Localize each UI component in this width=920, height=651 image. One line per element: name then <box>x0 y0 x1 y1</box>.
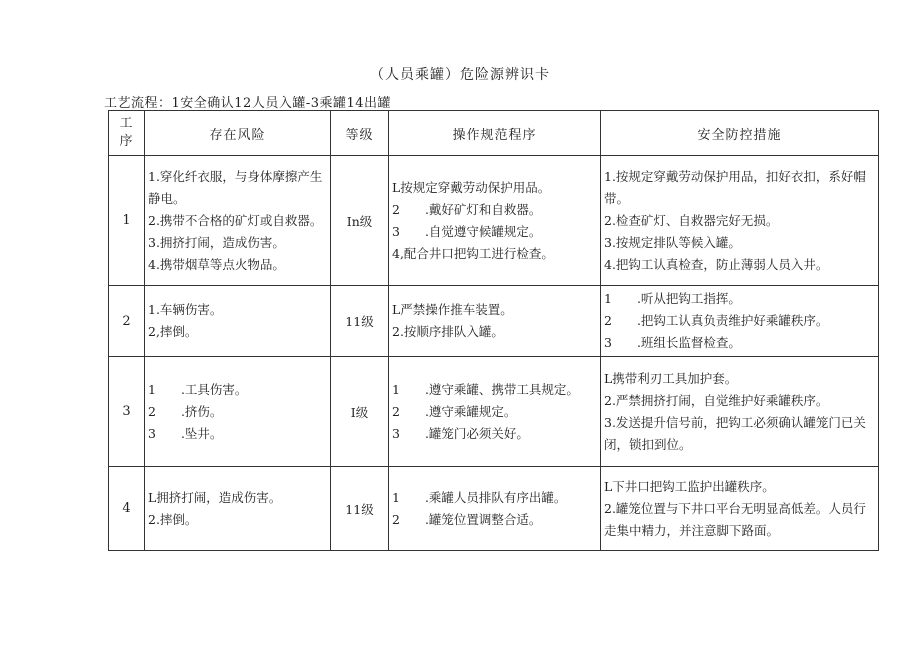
risk-item: 1 .工具伤害。 <box>148 381 248 397</box>
row-measures <box>601 467 879 551</box>
procedure-item: L按规定穿戴劳动保护用品。 <box>392 179 551 195</box>
hazard-table <box>108 110 879 551</box>
header-seq-top: 工 <box>119 116 134 131</box>
process-flow: 工艺流程：1安全确认12人员入罐-3乘罐14出罐 <box>104 96 392 111</box>
row-measures <box>601 357 879 467</box>
row-level: 11级 <box>331 286 389 357</box>
row-procedures <box>389 286 601 357</box>
measure-item: 3 .班组长监督检查。 <box>604 335 741 350</box>
risk-item: 2.携带不合格的矿灯或自救器。 <box>148 212 323 228</box>
measure-item: 1.按规定穿戴劳动保护用品，扣好衣扣，系好帽带。 <box>604 168 866 206</box>
row-seq: 3 <box>109 357 145 467</box>
measure-item: 2.罐笼位置与下井口平台无明显高低差。人员行走集中精力，并注意脚下路面。 <box>604 500 866 538</box>
header-risk: 存在风险 <box>145 111 331 156</box>
row-risks <box>145 467 331 551</box>
header-seq <box>109 111 145 156</box>
row-level: In级 <box>331 156 389 286</box>
table-row <box>109 286 879 357</box>
risk-item: 4.携带烟草等点火物品。 <box>148 256 285 272</box>
procedure-item: 2 .罐笼位置调整合适。 <box>392 511 542 527</box>
procedure-item: 4,配合井口把钩工进行检查。 <box>392 245 554 261</box>
measure-item: 1 .听从把钩工指挥。 <box>604 291 741 306</box>
procedure-item: 2.按顺序排队入罐。 <box>392 324 504 339</box>
risk-item: 3 .坠井。 <box>148 425 223 441</box>
row-seq: 4 <box>109 467 145 551</box>
measure-item: 3.发送提升信号前，把钩工必须确认罐笼门已关闭，锁扣到位。 <box>604 414 866 452</box>
risk-item: 1.穿化纤衣服，与身体摩擦产生静电。 <box>148 168 323 206</box>
measure-item: 2 .把钩工认真负责维护好乘罐秩序。 <box>604 313 829 328</box>
row-measures <box>601 156 879 286</box>
table-row <box>109 156 879 286</box>
table-row <box>109 467 879 551</box>
procedure-item: 2 .遵守乘罐规定。 <box>392 403 517 419</box>
row-level: I级 <box>331 357 389 467</box>
page-title: （人员乘罐）危险源辨识卡 <box>370 67 550 83</box>
row-risks <box>145 357 331 467</box>
risk-item: L拥挤打闹，造成伤害。 <box>148 489 282 505</box>
risk-item: 1.车辆伤害。 <box>148 302 223 317</box>
row-risks <box>145 286 331 357</box>
row-measures <box>601 286 879 357</box>
risk-item: 3.拥挤打闹，造成伤害。 <box>148 234 285 250</box>
risk-item: 2.摔倒。 <box>148 511 198 527</box>
procedure-item: 2 .戴好矿灯和自救器。 <box>392 201 542 217</box>
procedure-item: L严禁操作推车装置。 <box>392 302 513 317</box>
row-procedures <box>389 467 601 551</box>
row-level: 11级 <box>331 467 389 551</box>
procedure-item: 1 .遵守乘罐、携带工具规定。 <box>392 381 579 397</box>
measure-item: L携带利刃工具加护套。 <box>604 370 738 386</box>
procedure-item: 3 .罐笼门必须关好。 <box>392 425 529 441</box>
procedure-item: 3 .自觉遵守候罐规定。 <box>392 223 542 239</box>
row-seq: 1 <box>109 156 145 286</box>
table-row <box>109 357 879 467</box>
row-risks <box>145 156 331 286</box>
header-procedure: 操作规范程序 <box>389 111 601 156</box>
measure-item: 2.严禁拥挤打闹，自觉维护好乘罐秩序。 <box>604 392 829 408</box>
measure-item: 2.检查矿灯、自救器完好无损。 <box>604 212 779 228</box>
measure-item: L下井口把钩工监护出罐秩序。 <box>604 478 775 494</box>
measure-item: 3.按规定排队等候入罐。 <box>604 234 741 250</box>
header-level: 等级 <box>331 111 389 156</box>
procedure-item: 1 .乘罐人员排队有序出罐。 <box>392 489 567 505</box>
row-procedures <box>389 357 601 467</box>
risk-item: 2,摔倒。 <box>148 324 198 339</box>
header-seq-bottom: 序 <box>119 134 134 149</box>
measure-item: 4.把钩工认真检查，防止薄弱人员入井。 <box>604 256 829 272</box>
table-header-row <box>109 111 879 156</box>
header-measures: 安全防控措施 <box>601 111 879 156</box>
row-procedures <box>389 156 601 286</box>
risk-item: 2 .挤伤。 <box>148 403 223 419</box>
row-seq: 2 <box>109 286 145 357</box>
